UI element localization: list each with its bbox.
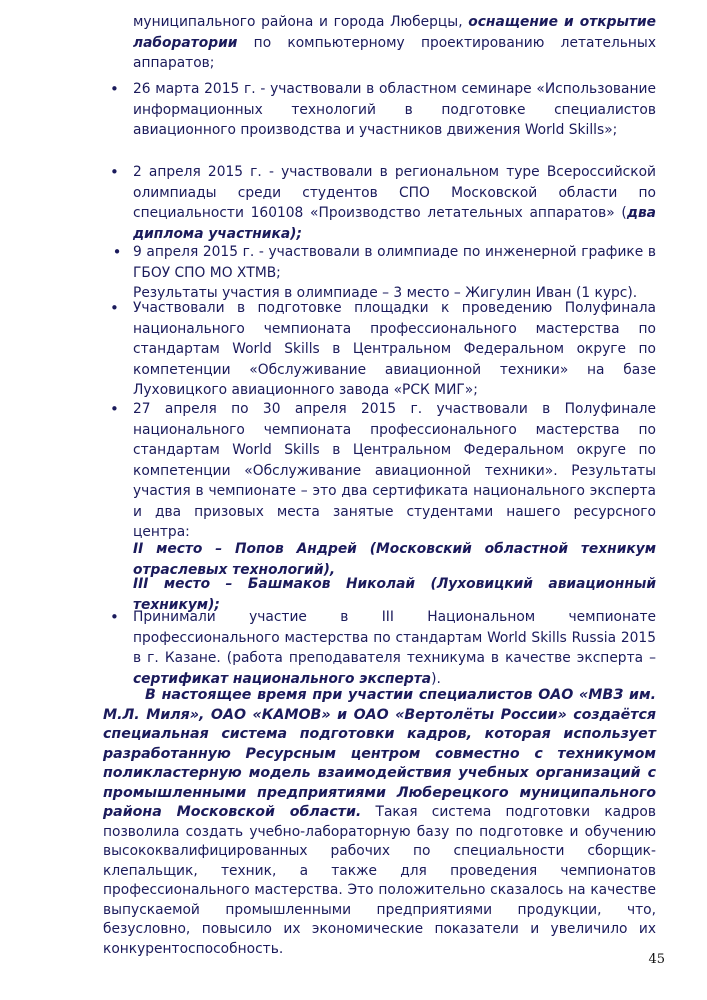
- list-item: [110, 298, 656, 401]
- bold-text-run: оснащение и открытие лаборатории: [133, 14, 657, 51]
- text-run: муниципального района и города Люберцы,: [133, 14, 469, 30]
- bullet-icon: •: [110, 80, 119, 98]
- page-number: 45: [648, 952, 665, 967]
- bold-text-run: сертификат национального эксперта: [133, 670, 432, 687]
- third-place-line: III место – Башмаков Николай (Луховицкий авиационный техникум);: [133, 576, 656, 613]
- list-item: [110, 162, 656, 244]
- list-item: [110, 607, 656, 689]
- list-item-text: 27 апреля по 30 апреля 2015 г. участвовали в Полуфинале национального чемпионата профессионального мастерства по стандартам World Skills в Центральном Федеральном округе по компетенции «Обслуживание авиационной техники». Результаты участия в чемпионате – это два сертификата национального эксперта и два призовых места занятые студентами нашего ресурсного центра:: [133, 401, 656, 540]
- list-item: [110, 399, 656, 543]
- second-place-line: II место – Попов Андрей (Московский областной техникум отраслевых технологий),: [133, 541, 656, 578]
- list-item-text: 2 апреля 2015 г. - участвовали в региональном туре Всероссийской олимпиады среди студентов СПО Московской области по специальности 160108 «Производство летательных аппаратов» (: [133, 164, 656, 221]
- list-item-text: Принимали участие в III Национальном чемпионате профессионального мастерства по стандартам World Skills Russia 2015 в г. Казане. (работа преподавателя техникума в качестве эксперта –: [133, 609, 656, 666]
- continued-paragraph: [133, 12, 656, 74]
- list-item-text: Участвовали в подготовке площадки к проведению Полуфинала национального чемпионата профессионального мастерства по стандартам World Skills в Центральном Федеральном округе по компетенции «Обслуживание авиационной техники» на базе Луховицкого авиационного завода «РСК МИГ»;: [133, 300, 656, 398]
- text-run: по компьютерному проектированию летательных аппаратов;: [133, 34, 656, 71]
- bullet-icon: •: [110, 400, 119, 418]
- text-run: ).: [431, 670, 441, 687]
- list-item-text: 26 марта 2015 г. - участвовали в областном семинаре «Использование информационных технологий в подготовке специалистов авиационного производства и участников движения World Skills»;: [133, 81, 656, 138]
- bullet-icon: •: [110, 608, 119, 626]
- list-item-result: Результаты участия в олимпиаде – 3 место – Жигулин Иван (1 курс).: [133, 285, 638, 301]
- list-item: [112, 242, 656, 304]
- bold-text-run: два диплома участника);: [133, 205, 656, 242]
- bullet-icon: •: [110, 163, 119, 181]
- text-run: Такая система подготовки кадров позволила создать учебно-лабораторную базу по подготовке и обучению высококвалифицированных рабочих по специальности сборщик-клепальщик, техник, а также для проведения чемпионатов профессионального мастерства. Это положительно сказалось на качестве выпускаемой промышленными предприятиями продукции, что, безусловно, повысило их экономические показатели и увеличило их конкурентоспособность.: [103, 804, 656, 957]
- bold-text-run: В настоящее время при участии специалистов ОАО «МВЗ им. М.Л. Миля», ОАО «КАМОВ» и ОАО «Вертолёты России» создаётся специальная система подготовки кадров, которая использует разработанную Ресурсным центром совместно с техникумом поликластерную модель взаимодействия учебных организаций с промышленными предприятиями Люберецкого муниципального района Московской области.: [103, 687, 656, 820]
- bullet-icon: •: [112, 243, 122, 261]
- list-item-text: 9 апреля 2015 г. - участвовали в олимпиаде по инженерной графике в ГБОУ СПО МО ХТМВ;: [133, 244, 656, 281]
- bullet-icon: •: [110, 299, 119, 317]
- list-item: [110, 79, 656, 141]
- body-paragraph: [103, 686, 656, 959]
